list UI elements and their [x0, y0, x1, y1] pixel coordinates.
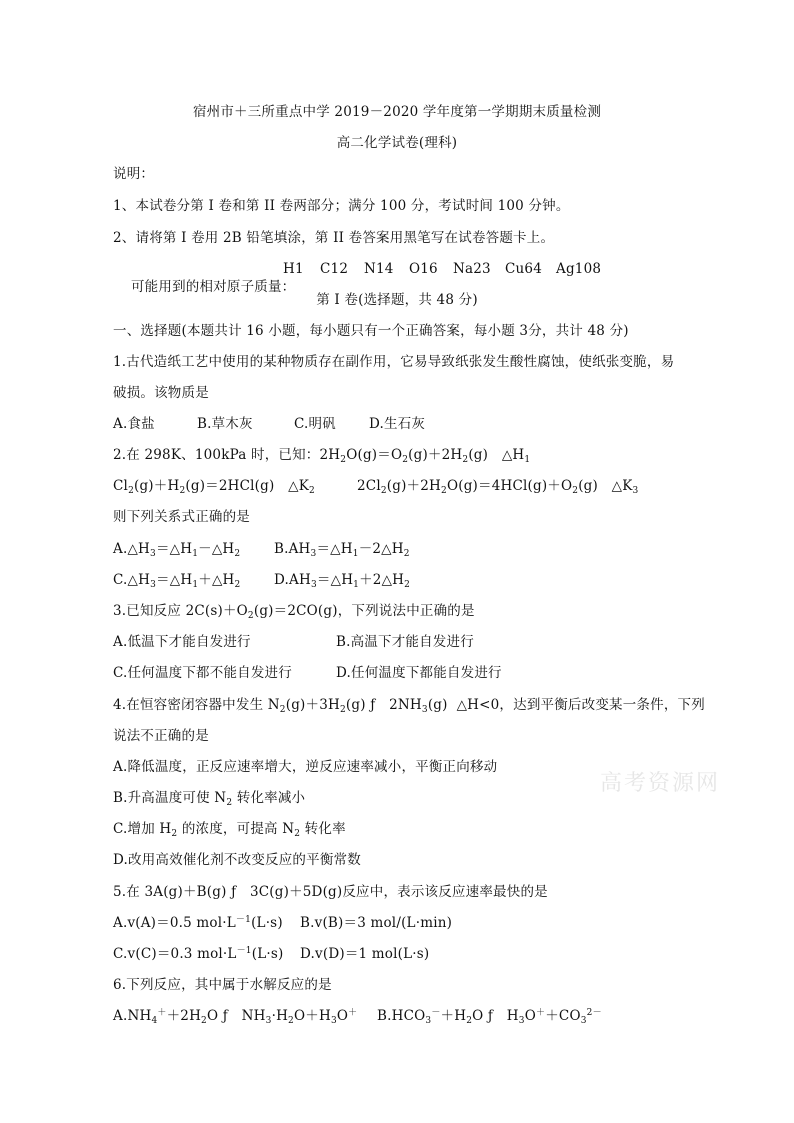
subscript: 3: [330, 1016, 337, 1026]
option-letter: B.AH: [274, 541, 311, 557]
q1-option-c: C.明矾: [294, 416, 336, 432]
q3-option-b: B.高温下才能自发进行: [336, 634, 474, 650]
q6-opta-b: ＋2H: [166, 1008, 202, 1024]
q1-option-b: B.草木灰: [197, 416, 253, 432]
subscript: 3: [632, 486, 639, 496]
option-letter: D.AH: [274, 572, 311, 588]
minus-part: －2△H: [358, 541, 404, 557]
subscript: 2: [380, 486, 387, 496]
q1-stem-line-1: 1.古代造纸工艺中使用的某种物质存在副作用，它易导致纸张发生酸性腐蚀，使纸张变脆，易: [113, 354, 675, 370]
q3-option-d: D.任何温度下都能自发进行: [336, 665, 502, 681]
q6-opta-f: O: [336, 1008, 349, 1024]
superscript: －: [431, 1008, 441, 1018]
q2-question: 则下列关系式正确的是: [113, 509, 250, 525]
superscript: ＋: [348, 1008, 358, 1018]
q4-stem-b: (g)＋3H: [285, 697, 340, 713]
q5-option-b: B.v(B)＝3 mol/(L·min): [300, 915, 453, 931]
subscript: 2: [441, 486, 447, 496]
subscript: 3: [425, 1016, 432, 1026]
q3-stem-b: (g)＝2CO(g)，下列说法中正确的是: [253, 603, 475, 619]
q6-optb-c: O ƒ H: [472, 1008, 519, 1024]
subscript: 3: [265, 1016, 272, 1026]
q2-r3-c: O(g)＝4HCl(g)＋O: [446, 478, 573, 494]
q6-opta-c: O ƒ NH: [206, 1008, 266, 1024]
subscript: 3: [150, 549, 156, 559]
q6-opta-d: ·H: [271, 1008, 289, 1024]
q4-optc-b: 的浓度，可提高 N: [177, 821, 295, 837]
atomic-mass-n: N14: [364, 261, 394, 277]
subscript: 1: [192, 549, 199, 559]
q5-option-d: D.v(D)＝1 mol(L·s): [300, 946, 430, 962]
q4-optc-a: C.增加 H: [113, 821, 172, 837]
eq-part: ＝△H: [316, 541, 353, 557]
note-item-2: 2、请将第 I 卷用 2B 铅笔填涂，第 II 卷答案用黑笔写在试卷答题卡上。: [113, 230, 555, 246]
subscript: 2: [466, 1016, 473, 1026]
subscript: 2: [402, 455, 409, 465]
q2-r2-c: (g)＝2HCl(g) △K: [185, 478, 310, 494]
q5-stem: 5.在 3A(g)＋B(g) ƒ 3C(g)＋5D(g)反应中，表示该反应速率最快的是: [113, 884, 548, 900]
q2-stem: [113, 446, 530, 466]
option-letter: C.△H: [113, 572, 151, 588]
q4-optc-c: 转化率: [300, 821, 346, 837]
q4-stem-line-1: [113, 696, 705, 716]
superscript: 2－: [586, 1008, 602, 1018]
section-1-title: 第 I 卷(选择题，共 48 分): [316, 292, 478, 308]
subscript: 2: [404, 580, 411, 590]
plus-part: ＋△H: [198, 572, 235, 588]
subscript: 2: [340, 455, 347, 465]
superscript: －1: [235, 915, 252, 925]
q4-stem-d: (g) △H<0，达到平衡后改变某一条件，下列: [427, 697, 705, 713]
notes-heading: 说明：: [113, 166, 155, 182]
q5-optc-b: (L·s): [251, 946, 284, 962]
subscript: 2: [247, 611, 254, 621]
subscript: 1: [352, 549, 359, 559]
q6-opta-a: A.NH: [113, 1008, 152, 1024]
subscript: 1: [353, 580, 360, 590]
q2-r1-a: O(g)＝O: [346, 447, 403, 463]
subscript: 2: [226, 798, 233, 808]
subscript: 2: [572, 486, 579, 496]
q2-reaction-2: [113, 477, 315, 497]
q3-option-c: C.任何温度下都不能自发进行: [113, 665, 292, 681]
q2-option-a: [113, 540, 240, 560]
q2-r3-d: (g) △K: [578, 478, 633, 494]
q1-option-d: D.生石灰: [369, 416, 426, 432]
q4-stem-line-2: 说法不正确的是: [113, 728, 209, 744]
q4-option-a: A.降低温度，正反应速率增大，逆反应速率减小，平衡正向移动: [113, 759, 498, 775]
q2-r2-b: (g)＋H: [134, 478, 180, 494]
q5-opta-a: A.v(A)＝0.5 mol·L: [113, 915, 236, 931]
subscript: 2: [309, 486, 315, 496]
atomic-mass-ag: Ag108: [556, 261, 602, 277]
superscript: －1: [236, 946, 252, 956]
q6-optb-a: B.HCO: [377, 1008, 426, 1024]
q6-optb-e: ＋CO: [545, 1008, 581, 1024]
atomic-mass-h-value: H1: [283, 261, 304, 277]
subscript: 4: [151, 1016, 158, 1026]
q2-option-b: [274, 540, 410, 560]
q2-r2-a: Cl: [113, 478, 129, 494]
superscript: ＋: [157, 1008, 167, 1018]
q2-r3-b: (g)＋2H: [386, 478, 442, 494]
q3-stem-a: 3.已知反应 2C(s)＋O: [113, 603, 248, 619]
q5-opta-b: (L·s): [251, 915, 283, 931]
subscript: 3: [310, 549, 317, 559]
q4-option-d: D.改用高效催化剂不改变反应的平衡常数: [113, 852, 361, 868]
option-letter: A.△H: [113, 541, 150, 557]
q4-stem-c: (g) ƒ 2NH: [345, 697, 422, 713]
q6-stem: 6.下列反应，其中属于水解反应的是: [113, 977, 332, 993]
q5-option-c: [113, 945, 283, 965]
q6-opta-e: O＋H: [293, 1008, 331, 1024]
exam-subtitle: 高二化学试卷(理科): [336, 135, 458, 151]
atomic-mass-c: C12: [320, 261, 349, 277]
eq-part: ＝△H: [156, 572, 193, 588]
q6-optb-b: ＋H: [440, 1008, 467, 1024]
subscript: 3: [421, 705, 428, 715]
q6-optb-d: O: [524, 1008, 537, 1024]
q2-reaction-3: [357, 477, 638, 497]
subscript: 2: [288, 1016, 294, 1026]
atomic-mass-na: Na23: [453, 261, 491, 277]
subscript: 2: [462, 455, 469, 465]
q4-stem-a: 4.在恒容密闭容器中发生 N: [113, 697, 280, 713]
q4-option-b: [113, 789, 305, 809]
exam-title: 宿州市＋三所重点中学 2019－2020 学年度第一学期期末质量检测: [192, 104, 602, 120]
q4-option-c: [113, 820, 346, 840]
subscript: 3: [150, 580, 157, 590]
q2-r3-a: 2Cl: [357, 478, 381, 494]
q2-stem-prefix: 2.在 298K、100kPa 时，已知：2H: [113, 447, 341, 463]
q2-r1-b: (g)＋2H: [408, 447, 463, 463]
subscript: 2: [279, 705, 286, 715]
q1-option-a: A.食盐: [113, 416, 155, 432]
subscript: 2: [128, 486, 134, 496]
minus-part: －△H: [198, 541, 235, 557]
subscript: 2: [339, 705, 346, 715]
subscript: 2: [234, 580, 241, 590]
q5-optc-a: C.v(C)＝0.3 mol·L: [113, 946, 237, 962]
subscript: 2: [294, 829, 301, 839]
subscript: 1: [524, 455, 531, 465]
eq-part: ＝△H: [155, 541, 193, 557]
q5-option-a: [113, 914, 283, 934]
subscript: 3: [518, 1016, 525, 1026]
q6-option-a: [113, 1007, 357, 1027]
subscript: 3: [580, 1016, 587, 1026]
q4-optb-a: B.升高温度可使 N: [113, 790, 227, 806]
q3-stem: [113, 602, 475, 622]
atomic-mass-cu: Cu64: [505, 261, 543, 277]
q4-optb-b: 转化率减小: [232, 790, 306, 806]
q3-option-a: A.低温下才能自发进行: [113, 634, 251, 650]
subscript: 2: [234, 549, 241, 559]
atomic-mass-label: 可能用到的相对原子质量：: [130, 279, 296, 295]
subscript: 2: [171, 829, 178, 839]
note-item-1: 1、本试卷分第 I 卷和第 II 卷两部分；满分 100 分，考试时间 100 分钟。: [113, 198, 570, 214]
section-1-instruction: 一、选择题(本题共计 16 小题，每小题只有一个正确答案，每小题 3分，共计 48 分): [113, 323, 629, 339]
q2-r1-c: (g) △H: [468, 447, 525, 463]
q1-stem-line-2: 破损。该物质是: [113, 385, 209, 401]
eq-part: ＝△H: [316, 572, 354, 588]
subscript: 2: [201, 1016, 207, 1026]
q2-option-c: [113, 571, 240, 591]
watermark: 高考资源网: [600, 771, 721, 796]
superscript: ＋: [536, 1008, 546, 1018]
subscript: 1: [192, 580, 199, 590]
subscript: 3: [310, 580, 317, 590]
plus-part: ＋2△H: [359, 572, 405, 588]
q2-option-d: [274, 571, 410, 591]
subscript: 2: [179, 486, 186, 496]
atomic-mass-o: O16: [409, 261, 438, 277]
q6-option-b: [377, 1007, 602, 1027]
subscript: 2: [403, 549, 410, 559]
